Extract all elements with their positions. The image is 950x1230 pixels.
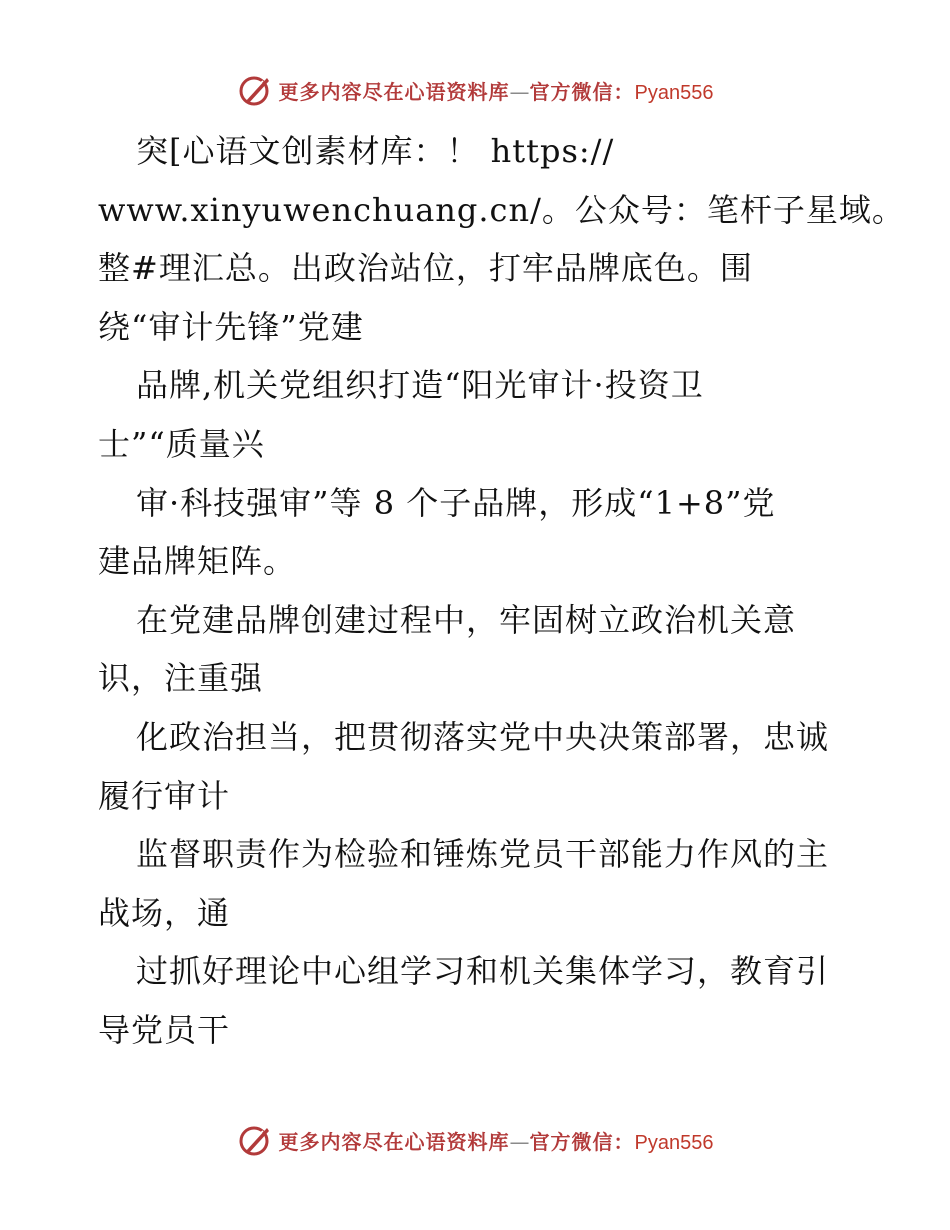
body-line: 士”“质量兴: [98, 424, 265, 463]
body-line: 战场，通: [98, 893, 231, 932]
body-line: 履行审计: [98, 776, 231, 815]
quill-seal-icon: [237, 1122, 273, 1158]
body-line: 化政治担当，把贯彻落实党中央决策部署，忠诚: [136, 717, 830, 756]
body-line: www.xinyuwenchuang.cn/。公众号：笔杆子星域。: [98, 190, 905, 229]
document-body: [98, 122, 905, 1060]
banner-separator: —: [509, 1129, 530, 1154]
banner-brand: 更多内容尽在心语资料库: [278, 1129, 510, 1154]
body-line: 突[心语文创素材库：！ https://: [136, 132, 615, 170]
quill-seal-icon: [237, 72, 273, 108]
body-line: 品牌,机关党组织打造“阳光审计·投资卫: [136, 366, 704, 405]
banner-text: [279, 1126, 714, 1155]
body-line: 审·科技强审”等 8 个子品牌，形成“1+8”党: [136, 483, 776, 522]
banner-separator: —: [509, 79, 530, 104]
body-line: 监督职责作为检验和锤炼党员干部能力作风的主: [136, 835, 830, 874]
banner-text: [279, 76, 714, 105]
body-line: 过抓好理论中心组学习和机关集体学习，教育引: [136, 952, 830, 991]
body-line: 建品牌矩阵。: [98, 542, 297, 581]
banner-contact: 官方微信：: [529, 1129, 635, 1154]
body-line: 整#理汇总。出政治站位，打牢品牌底色。围: [98, 249, 753, 288]
body-line: 在党建品牌创建过程中，牢固树立政治机关意: [136, 600, 797, 639]
banner-contact: 官方微信：: [529, 79, 635, 104]
footer-banner: [0, 1118, 950, 1162]
banner-brand: 更多内容尽在心语资料库: [278, 79, 510, 104]
body-line: 导党员干: [98, 1010, 231, 1049]
body-line: 绕“审计先锋”党建: [98, 307, 364, 346]
banner-handle: Pyan556: [634, 81, 714, 104]
body-line: 识，注重强: [98, 659, 264, 698]
header-banner: [0, 68, 950, 112]
banner-handle: Pyan556: [634, 1131, 714, 1154]
